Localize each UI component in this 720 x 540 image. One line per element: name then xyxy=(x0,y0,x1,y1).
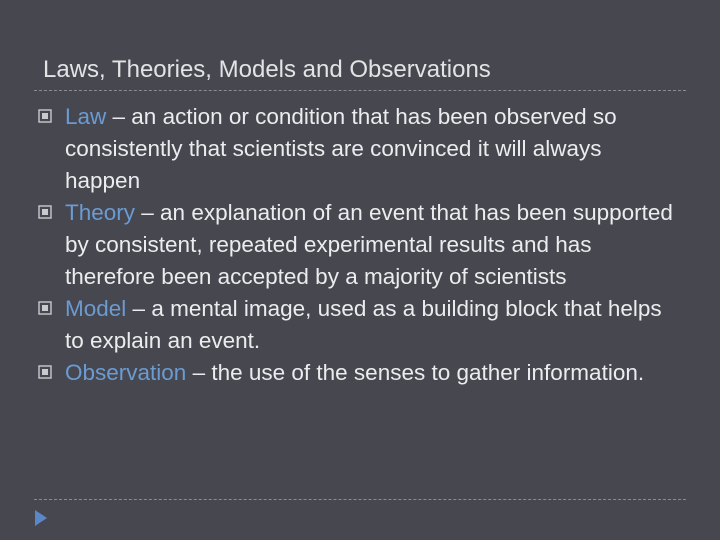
bullet-icon xyxy=(38,109,52,123)
bullet-item-theory xyxy=(0,197,720,293)
bullet-icon xyxy=(38,205,52,219)
bullet-list xyxy=(0,101,720,389)
bullet-icon xyxy=(38,365,52,379)
bullet-text: – a mental image, used as a building block that helps to explain an event. xyxy=(65,296,662,353)
bullet-term: Law xyxy=(65,104,107,129)
bullet-text: – an action or condition that has been observed so consistently that scientists are convinced it will always happen xyxy=(65,104,617,193)
bullet-item-law xyxy=(0,101,720,197)
bullet-term: Model xyxy=(65,296,127,321)
slide-title: Laws, Theories, Models and Observations xyxy=(43,56,491,83)
bullet-text: – an explanation of an event that has been supported by consistent, repeated experimental results and has therefore been accepted by a majority of scientists xyxy=(65,200,673,289)
next-slide-arrow-icon[interactable] xyxy=(33,508,49,528)
title-divider xyxy=(34,90,686,91)
bullet-text: – the use of the senses to gather information. xyxy=(186,360,645,385)
bullet-item-model xyxy=(0,293,720,357)
bullet-term: Observation xyxy=(65,360,187,385)
bullet-icon xyxy=(38,301,52,315)
bullet-item-observation xyxy=(0,357,720,389)
footer-divider xyxy=(34,499,686,500)
bullet-term: Theory xyxy=(65,200,136,225)
